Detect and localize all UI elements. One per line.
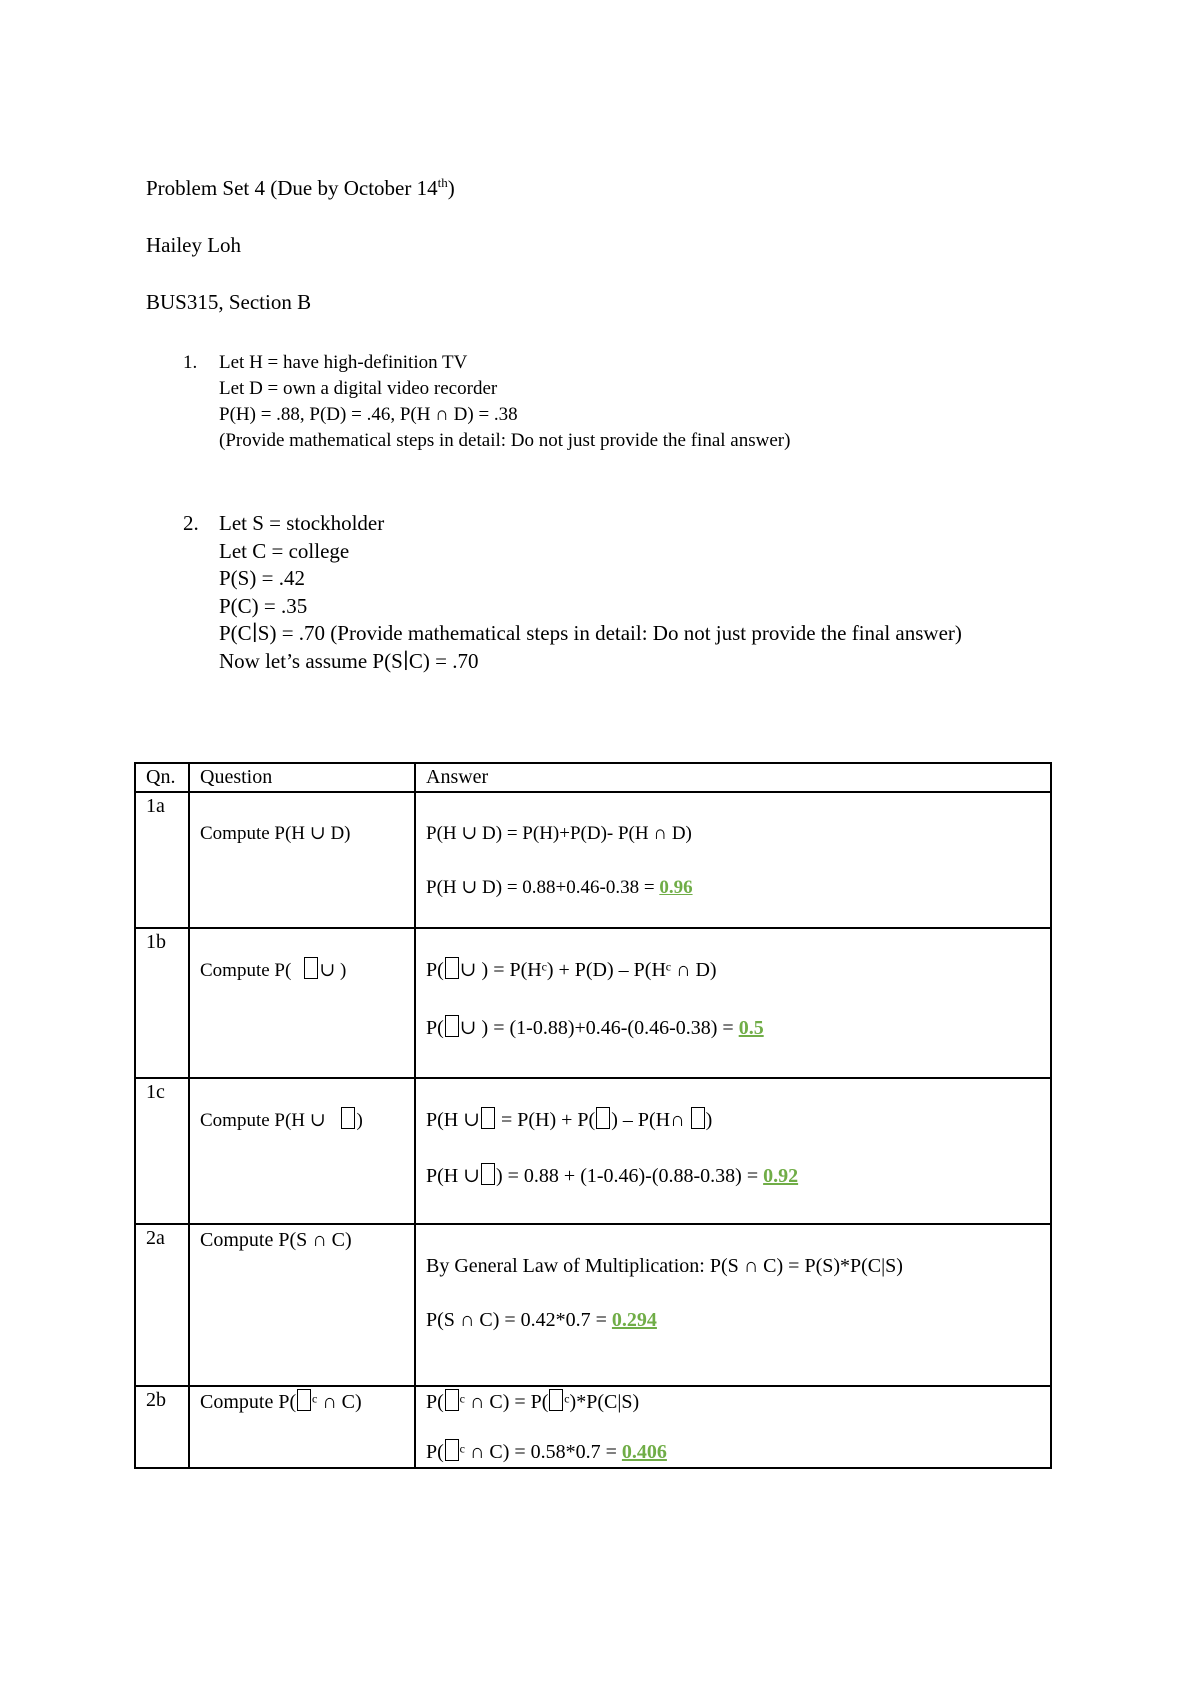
answer-cell xyxy=(415,1386,1051,1468)
answer-formula: P( ᶜ ∩ C) = P( ᶜ)*P(C|S) xyxy=(426,1391,640,1413)
document-header xyxy=(146,176,455,347)
question-text: Compute P(H ∪ ) xyxy=(189,1078,415,1224)
table-row xyxy=(135,1078,1051,1224)
answer-result: 0.92 xyxy=(763,1165,799,1187)
table-header-row xyxy=(135,763,1051,792)
missing-glyph-icon xyxy=(445,1389,459,1411)
answer-result: 0.96 xyxy=(659,877,693,898)
problem-line: P(C∣S) = .70 (Provide mathematical steps in detail: Do not just provide the final answer) xyxy=(219,621,962,645)
question-number: 1a xyxy=(135,792,189,928)
missing-glyph-icon xyxy=(596,1107,610,1129)
question-text: Compute P( ᶜ ∩ C) xyxy=(189,1386,415,1468)
table-row xyxy=(135,1386,1051,1468)
answer-calculation: P(H ∪ D) = 0.88+0.46-0.38 = 0.96 xyxy=(426,877,693,898)
problem-line: Let D = own a digital video recorder xyxy=(219,378,498,399)
answer-calculation: P( ∪ ) = (1-0.88)+0.46-(0.46-0.38) = 0.5 xyxy=(426,1017,764,1039)
question-number: 1c xyxy=(135,1078,189,1224)
missing-glyph-icon xyxy=(481,1163,495,1185)
missing-glyph-icon xyxy=(445,1015,459,1037)
problem-line: Let C = college xyxy=(219,538,350,563)
problem-line: Let H = have high-definition TV xyxy=(219,352,468,373)
answer-formula: P( ∪ ) = P(Hᶜ) + P(D) – P(Hᶜ ∩ D) xyxy=(426,959,717,981)
missing-glyph-icon xyxy=(481,1107,495,1129)
question-text: Compute P(S ∩ C) xyxy=(189,1224,415,1386)
question-number: 2a xyxy=(135,1224,189,1386)
problem-number: 2. xyxy=(183,511,199,535)
answer-result: 0.294 xyxy=(611,1309,657,1331)
answer-result: 0.406 xyxy=(621,1441,667,1463)
problem-1 xyxy=(146,350,1099,454)
answer-formula: P(H ∪ = P(H) + P( ) – P(H∩ ) xyxy=(426,1109,713,1131)
document-title: Problem Set 4 (Due by October 14th) xyxy=(146,175,455,200)
question-text: Compute P(H ∪ D) xyxy=(189,792,415,928)
student-name: Hailey Loh xyxy=(146,233,242,257)
problem-line: Now let’s assume P(S∣C) = .70 xyxy=(219,648,479,673)
problem-line: P(S) = .42 xyxy=(219,566,305,590)
answer-result: 0.5 xyxy=(738,1017,764,1039)
answer-cell xyxy=(415,1078,1051,1224)
table-row xyxy=(135,928,1051,1078)
answer-calculation: P(H ∪ ) = 0.88 + (1-0.46)-(0.88-0.38) = 0.92 xyxy=(426,1165,799,1187)
missing-glyph-icon xyxy=(445,1439,459,1461)
answer-formula: By General Law of Multiplication: P(S ∩ C) = P(S)*P(C|S) xyxy=(426,1255,903,1277)
course-section: BUS315, Section B xyxy=(146,290,312,314)
header-cell-qn: Qn. xyxy=(135,763,189,792)
missing-glyph-icon xyxy=(549,1389,563,1411)
problem-2 xyxy=(146,510,1099,675)
question-number: 2b xyxy=(135,1386,189,1468)
problem-line: (Provide mathematical steps in detail: Do not just provide the final answer) xyxy=(219,430,791,451)
missing-glyph-icon xyxy=(341,1107,355,1129)
question-text: Compute P( ∪ ) xyxy=(189,928,415,1078)
answer-cell xyxy=(415,928,1051,1078)
missing-glyph-icon xyxy=(445,957,459,979)
answer-formula: P(H ∪ D) = P(H)+P(D)- P(H ∩ D) xyxy=(426,823,692,844)
header-cell-answer: Answer xyxy=(415,763,1051,792)
answer-cell xyxy=(415,1224,1051,1386)
answer-table xyxy=(134,762,1052,1469)
answer-cell xyxy=(415,792,1051,928)
question-number: 1b xyxy=(135,928,189,1078)
missing-glyph-icon xyxy=(691,1107,705,1129)
missing-glyph-icon xyxy=(304,957,318,979)
answer-calculation: P( ᶜ ∩ C) = 0.58*0.7 = 0.406 xyxy=(426,1441,667,1463)
answer-calculation: P(S ∩ C) = 0.42*0.7 = 0.294 xyxy=(426,1309,657,1331)
table-row xyxy=(135,792,1051,928)
problem-number: 1. xyxy=(183,352,198,373)
header-cell-question: Question xyxy=(189,763,415,792)
problem-line: P(H) = .88, P(D) = .46, P(H ∩ D) = .38 xyxy=(219,404,518,425)
problem-line: Let S = stockholder xyxy=(219,511,385,535)
problem-list xyxy=(146,350,1099,675)
table-row xyxy=(135,1224,1051,1386)
problem-line: P(C) = .35 xyxy=(219,593,308,618)
missing-glyph-icon xyxy=(297,1389,311,1411)
